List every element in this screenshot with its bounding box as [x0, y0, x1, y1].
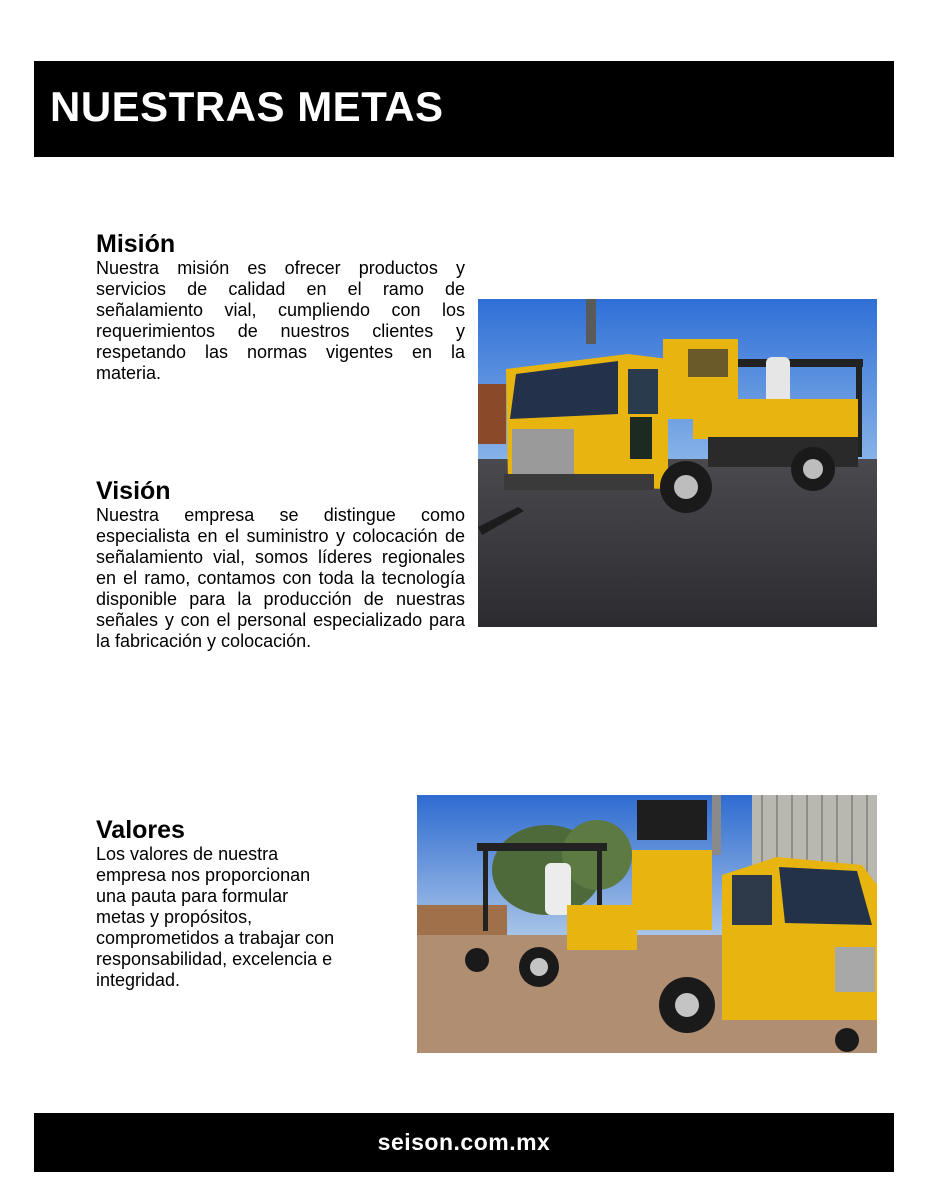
mision-section	[96, 230, 465, 384]
page-title: NUESTRAS METAS	[50, 83, 444, 130]
vision-body: Nuestra empresa se distingue como especialista en el suministro y colocación de señalamiento vial, somos líderes regionales en el ramo, contamos con toda la tecnología disponible para la producción de nuestras señales y con el personal especializado para la fabricación y colocación.	[96, 505, 465, 651]
valores-line: Los valores de nuestra	[96, 844, 279, 864]
truck-photo-lot-image	[417, 795, 877, 1053]
header-band	[34, 61, 894, 157]
website-url[interactable]: seison.com.mx	[377, 1129, 551, 1155]
valores-line: una pauta para formular	[96, 886, 289, 906]
truck-photo-road	[478, 299, 877, 627]
valores-section	[96, 816, 406, 991]
footer-band	[34, 1113, 894, 1172]
vision-section	[96, 477, 465, 652]
valores-line: empresa nos proporcionan	[96, 865, 311, 885]
mision-heading: Misión	[96, 230, 176, 258]
valores-line: comprometidos a trabajar con	[96, 928, 335, 948]
valores-line: metas y propósitos,	[96, 907, 253, 927]
mision-body: Nuestra misión es ofrecer productos y servicios de calidad en el ramo de señalamiento vial, cumpliendo con los requerimientos de nuestros clientes y respetando las normas vigentes en la materia.	[96, 258, 465, 383]
truck-photo-road-image	[478, 299, 877, 627]
valores-body	[96, 844, 406, 991]
valores-line: responsabilidad, excelencia e	[96, 949, 333, 969]
valores-heading: Valores	[96, 816, 185, 844]
truck-photo-lot	[417, 795, 877, 1053]
valores-line: integridad.	[96, 970, 181, 990]
vision-heading: Visión	[96, 477, 171, 505]
